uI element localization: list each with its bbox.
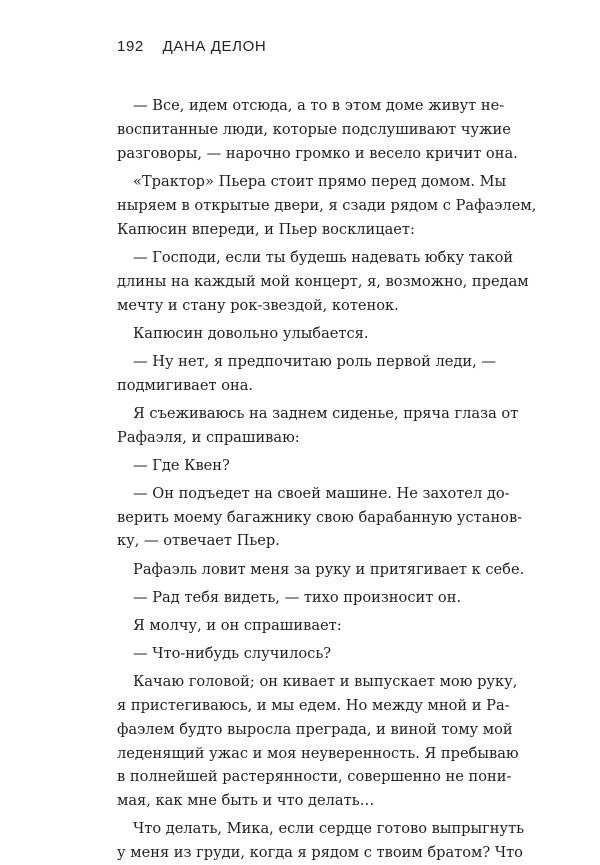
text-line: подмигивает она.	[117, 376, 254, 394]
text-line: Капюсин довольно улыбается.	[133, 324, 369, 342]
text-line: леденящий ужас и моя неуверенность. Я пребываю	[117, 744, 519, 762]
text-line: — Господи, если ты будешь надевать юбку такой	[133, 248, 514, 266]
text-line: — Рад тебя видеть, — тихо произносит он.	[133, 588, 462, 606]
text-line: разговоры, — нарочно громко и весело кричит она.	[117, 144, 518, 162]
text-line: в полнейшей растерянности, совершенно не пони-	[117, 768, 512, 786]
author-name: ДАНА ДЕЛОН	[162, 38, 267, 55]
text-line: у меня из груди, когда я рядом с твоим братом? Что	[117, 844, 523, 862]
text-line: мая, как мне быть и что делать…	[117, 792, 375, 810]
page-number: 192	[117, 38, 144, 55]
text-line: ку, — отвечает Пьер.	[117, 532, 280, 550]
text-line: — Где Квен?	[133, 456, 230, 474]
text-line: Рафаэль ловит меня за руку и притягивает к себе.	[133, 560, 525, 578]
text-line: фаэлем будто выросла преграда, и виной тому мой	[117, 720, 513, 738]
body-text	[117, 94, 537, 865]
text-line: я пристегиваюсь, и мы едем. Но между мной и Ра-	[117, 696, 510, 714]
text-line: Капюсин впереди, и Пьер восклицает:	[117, 220, 415, 238]
text-line: верить моему багажнику свою барабанную установ-	[117, 508, 523, 526]
text-line: — Ну нет, я предпочитаю роль первой леди, —	[133, 352, 496, 370]
text-line: Я молчу, и он спрашивает:	[133, 616, 342, 634]
text-line: — Он подъедет на своей машине. Не захотел до-	[133, 484, 510, 502]
text-line: Я съеживаюсь на заднем сиденье, пряча глаза от	[133, 404, 519, 422]
text-line: Качаю головой; он кивает и выпускает мою руку,	[133, 672, 518, 690]
text-line: Что делать, Мика, если сердце готово выпрыгнуть	[133, 820, 525, 838]
text-line: длины на каждый мой концерт, я, возможно, предам	[117, 272, 529, 290]
text-line: — Все, идем отсюда, а то в этом доме живут не-	[133, 97, 505, 114]
text-line: ныряем в открытые двери, я сзади рядом с Рафаэлем,	[117, 196, 537, 214]
text-line: Рафаэля, и спрашиваю:	[117, 428, 300, 446]
text-line: воспитанные люди, которые подслушивают чужие	[117, 120, 511, 138]
text-line: «Трактор» Пьера стоит прямо перед домом. Мы	[133, 172, 507, 190]
text-line: мечту и стану рок-звездой, котенок.	[117, 296, 399, 314]
running-head	[117, 38, 266, 55]
text-line: — Что-нибудь случилось?	[133, 644, 332, 662]
